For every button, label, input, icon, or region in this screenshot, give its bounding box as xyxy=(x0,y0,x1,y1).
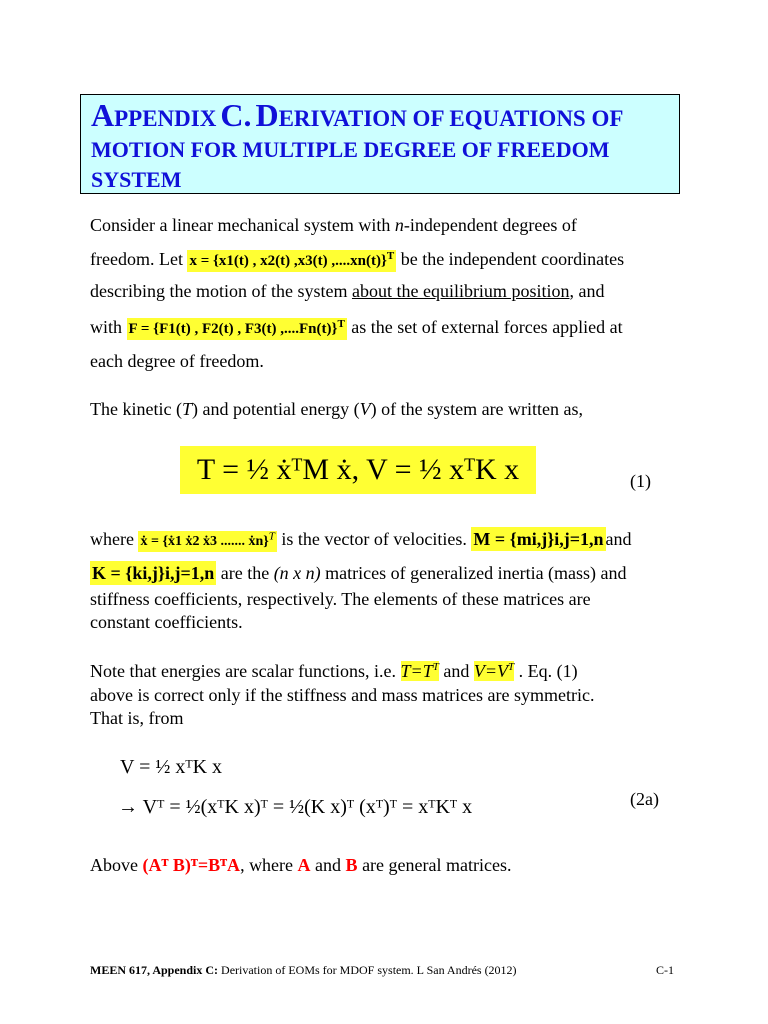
para1-line1 xyxy=(90,214,577,236)
x-vector-highlight xyxy=(187,250,396,272)
para3-line4: constant coefficients. xyxy=(90,612,243,632)
para3-line1 xyxy=(90,528,632,553)
title-d-cap: D xyxy=(255,97,279,133)
text: describing the motion of the system xyxy=(90,281,352,301)
text: V=V xyxy=(473,661,508,681)
text: ) of the system are written as, xyxy=(370,399,584,419)
text: and xyxy=(438,661,474,681)
para1-line5: each degree of freedom. xyxy=(90,351,264,371)
title-appendix-cap: A xyxy=(91,97,115,133)
title-line-3: SYSTEM xyxy=(91,167,182,192)
equation-1-text: T = ½ ẋᵀM ẋ, V = ½ xᵀK x xyxy=(196,453,520,486)
title-derivation-rest: ERIVATION OF EQUATIONS OF xyxy=(278,106,624,131)
text: The kinetic ( xyxy=(90,399,182,419)
t-equals-tt xyxy=(401,661,439,681)
equation-2a-number: (2a) xyxy=(630,789,659,809)
f-vector-highlight xyxy=(127,318,347,340)
sup: T xyxy=(507,661,515,673)
f-vector-sup: T xyxy=(337,318,345,330)
k-definition: K = {ki,j}i,j=1,n xyxy=(92,563,215,583)
title-appendix-rest: PPENDIX xyxy=(114,106,217,131)
equation-1-number: (1) xyxy=(630,471,651,491)
text: and xyxy=(605,529,632,549)
text: Note that energies are scalar functions, i.e. xyxy=(90,661,401,681)
title-line-2: MOTION FOR MULTIPLE DEGREE OF FREEDOM xyxy=(91,137,610,162)
matrix-a: A xyxy=(297,855,311,875)
text: where xyxy=(90,529,134,549)
text: -independent degrees of xyxy=(403,215,577,235)
para1-line3 xyxy=(90,280,604,302)
text-T: T xyxy=(181,399,192,419)
k-def-highlight xyxy=(90,561,216,585)
text: is the vector of velocities. xyxy=(281,529,467,549)
para1-line4 xyxy=(90,316,623,340)
underlined-text: about the equilibrium position xyxy=(351,281,570,301)
para4-line3: That is, from xyxy=(90,708,184,728)
text: are the xyxy=(220,563,274,583)
text: be the independent coordinates xyxy=(400,249,625,269)
text: are general matrices. xyxy=(357,855,512,875)
title-appendix-letter: C. xyxy=(220,97,252,133)
text: , where xyxy=(240,855,298,875)
equation-1 xyxy=(180,446,536,494)
title-box xyxy=(80,94,680,194)
text: as the set of external forces applied at xyxy=(351,317,623,337)
text: , and xyxy=(569,281,605,301)
para4-line2: above is correct only if the stiffness and mass matrices are symmetric. xyxy=(90,685,595,705)
para3-line3: stiffness coefficients, respectively. The elements of these matrices are xyxy=(90,589,591,609)
text: Above xyxy=(90,855,143,875)
xdot-vector: ẋ = {ẋ1 ẋ2 ẋ3 ....... ẋn} xyxy=(140,534,269,549)
text: freedom. Let xyxy=(90,249,183,269)
text: . Eq. (1) xyxy=(514,661,578,681)
equation-2a-line2: → Vᵀ = ½(xᵀK x)ᵀ = ½(K x)ᵀ (xᵀ)ᵀ = xᵀKᵀ x xyxy=(118,796,473,818)
para2 xyxy=(90,398,583,420)
m-def-highlight xyxy=(471,527,605,551)
text: ) and potential energy ( xyxy=(191,399,360,419)
text: Consider a linear mechanical system with xyxy=(90,215,395,235)
text: with xyxy=(90,317,123,337)
xdot-vector-highlight xyxy=(138,531,276,552)
text: T=T xyxy=(400,661,433,681)
para3-line2 xyxy=(90,562,627,584)
text: and xyxy=(310,855,346,875)
x-vector: x = {x1(t) , x2(t) ,x3(t) ,....xn(t)} xyxy=(189,253,387,269)
f-vector: F = {F1(t) , F2(t) , F3(t) ,....Fn(t)} xyxy=(128,321,338,337)
transpose-identity: (Aᵀ B)ᵀ=BᵀA xyxy=(142,855,241,875)
para1-line2 xyxy=(90,248,624,272)
footer-course: MEEN 617, Appendix C: xyxy=(90,963,219,977)
x-vector-sup: T xyxy=(386,250,395,262)
equation-2a-line1: V = ½ xᵀK x xyxy=(120,756,223,778)
para5 xyxy=(90,854,511,876)
title-line-1 xyxy=(91,97,623,134)
page-number: C-1 xyxy=(656,963,674,977)
footer xyxy=(90,963,517,978)
text: matrices of generalized inertia (mass) and xyxy=(320,563,627,583)
m-definition: M = {mi,j}i,j=1,n xyxy=(473,529,604,549)
matrix-b: B xyxy=(345,855,358,875)
v-equals-vt xyxy=(474,661,514,681)
sup: T xyxy=(432,661,439,673)
text-nxn: (n x n) xyxy=(273,563,321,583)
text-V: V xyxy=(359,399,371,419)
footer-text: Derivation of EOMs for MDOF system. L San Andrés (2012) xyxy=(218,963,517,977)
xdot-vector-sup: T xyxy=(268,530,275,543)
para4-line1 xyxy=(90,660,578,682)
text-n: n xyxy=(394,215,404,235)
